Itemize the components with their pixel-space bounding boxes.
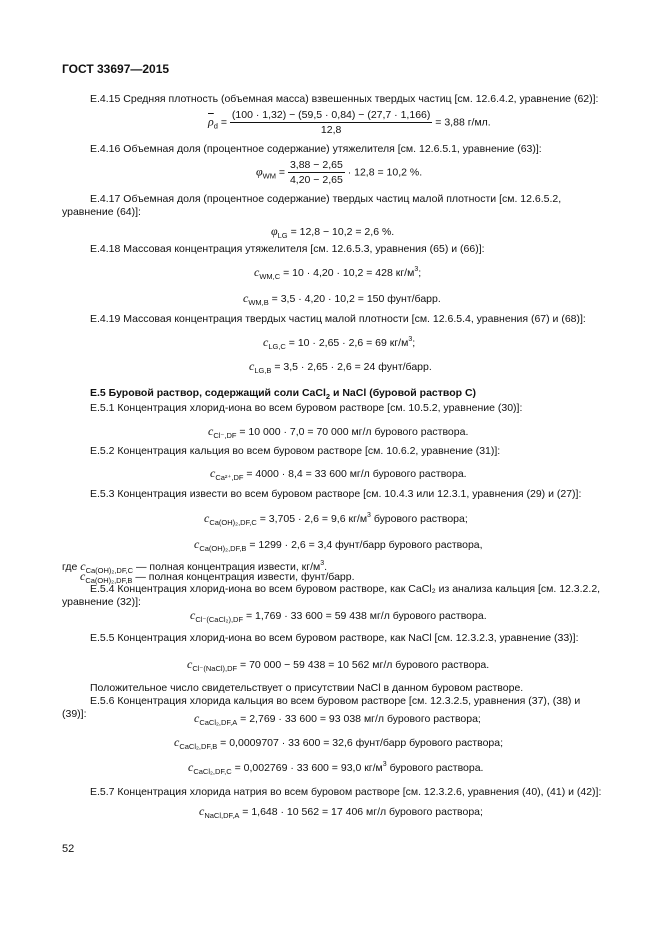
page-header: ГОСТ 33697—2015 bbox=[62, 62, 170, 76]
paragraph-e5-4: Е.5.4 Концентрация хлорид-иона во всем буровом растворе, как CaCl₂ из анализа кальция [см. 12.3.2.2, уравнение (32)]: bbox=[62, 583, 601, 608]
formula-e5-4: $c_{Cl^-(CaCl_2),DF} = 1,769 \cdot 33$ 600 = 59 438 мг/л бурового раствора. bbox=[190, 608, 487, 624]
formula-e5-7: $c_{NaCl,DF,A} = 1,648 \cdot 10$ 562 = 17 406 мг/л бурового раствора; bbox=[199, 804, 483, 820]
paragraph-e4-18: Е.4.18 Массовая концентрация утяжелителя [см. 12.6.5.3, уравнения (65) и (66)]: bbox=[90, 243, 485, 255]
paragraph-e5-1: Е.5.1 Концентрация хлорид-иона во всем буровом растворе [см. 10.5.2, уравнение (30)]: bbox=[90, 402, 523, 414]
paragraph-e5-7: Е.5.7 Концентрация хлорида натрия во всем буровом растворе [см. 12.3.2.6, уравнения (40), (41) и (42)]: bbox=[90, 786, 602, 798]
formula-e5-1: $c_{Cl^-,DF} = 10$ 000 · 7,0 = 70 000 мг/л бурового раствора. bbox=[208, 424, 469, 440]
formula-e4-15: $\overline{\rho}_d$ = $\frac{(100 \cdot 1,32) - (59,5 \cdot 0,84) - (27,7 \cdot 1,166)}{12,8}$ = 3,88 г/мл. bbox=[208, 109, 491, 136]
formula-e5-6b: $c_{CaCl_2,DF,B} = 0,0009707 \cdot 33$ 600 = 32,6 фунт/барр бурового раствора; bbox=[174, 735, 504, 751]
paragraph-e5-3: Е.5.3 Концентрация извести во всем буровом растворе [см. 10.4.3 или 12.3.1, уравнения (29) и (27)]: bbox=[90, 488, 582, 500]
formula-e4-19a: $c_{LG,C} = 10 \cdot 2,65 \cdot 2,6 = 69$ $кг/м^3$; bbox=[263, 335, 416, 351]
formula-e5-3a: $c_{Ca(OH)_2,DF,C} = 3,705 \cdot 2,6 = 9,6$ $кг/м^3$ бурового раствора; bbox=[204, 511, 468, 527]
formula-e5-6a: $c_{CaCl_2,DF,A} = 2,769 \cdot 33$ 600 = 93 038 мг/л бурового раствора; bbox=[194, 711, 481, 727]
formula-e5-6c: $c_{CaCl_2,DF,C} = 0,002769 \cdot 33$ 600 = 93,0 $кг/м^3$ бурового раствора. bbox=[188, 760, 484, 776]
paragraph-e5-2: Е.5.2 Концентрация кальция во всем буровом растворе [см. 10.6.2, уравнение (31)]: bbox=[90, 445, 501, 457]
formula-e5-3b: $c_{Ca(OH)_2,DF,B} = 1299 \cdot 2,6 = 3,4$ фунт/барр бурового раствора, bbox=[194, 537, 483, 553]
page-number: 52 bbox=[62, 843, 75, 855]
formula-e4-18b: $c_{WM,B} = 3,5 \cdot 4,20 \cdot 10,2 = 150$ фунт/барр. bbox=[243, 291, 441, 307]
formula-e5-5: $c_{Cl^-(NaCl),DF} = 70$ 000 − 59 438 = 10 562 мг/л бурового раствора. bbox=[187, 657, 490, 673]
formula-e4-18a: $c_{WM,C} = 10 \cdot 4,20 \cdot 10,2 = 428$ $кг/м^3$; bbox=[254, 265, 422, 281]
paragraph-e4-19: Е.4.19 Массовая концентрация твердых частиц малой плотности [см. 12.6.5.4, уравнения (67) и (68)]: bbox=[90, 313, 586, 325]
formula-e4-16: $\varphi_{WM}$ = $\frac{3,88 - 2,65}{4,20 - 2,65}$ · 12,8 = 10,2 %. bbox=[256, 159, 423, 186]
paragraph-e4-16: Е.4.16 Объемная доля (процентное содержание) утяжелителя [см. 12.6.5.1, уравнение (63)]: bbox=[90, 143, 542, 155]
paragraph-positive: Положительное число свидетельствует о присутствии NaCl в данном буровом растворе. bbox=[90, 682, 524, 694]
where-line-2: $c_{Ca(OH)_2,DF,B}$ — полная концентрация извести, фунт/барр. bbox=[80, 569, 355, 585]
formula-e4-17: $\varphi_{LG} = 12,8 - 10,2 = 2,6$ %. bbox=[271, 224, 395, 240]
formula-e5-2: $c_{Ca^{2+},DF} = 4000 \cdot 8,4 = 33$ 600 мг/л бурового раствора. bbox=[210, 466, 467, 482]
section-heading-e5: Е.5 Буровой раствор, содержащий соли CaCl$_2$ и NaCl (буровой раствор С) bbox=[90, 387, 477, 401]
formula-e4-19b: $c_{LG,B} = 3,5 \cdot 2,65 \cdot 2,6 = 24$ фунт/барр. bbox=[249, 359, 432, 375]
where-line-1: где $c_{Ca(OH)_2,DF,C}$ — полная концентрация извести, $кг/м^3$. bbox=[62, 559, 328, 575]
paragraph-e5-5: Е.5.5 Концентрация хлорид-иона во всем буровом растворе, как NaCl [см. 12.3.2.3, уравнение (33)]: bbox=[90, 632, 579, 644]
paragraph-e4-15: Е.4.15 Средняя плотность (объемная масса) взвешенных твердых частиц [см. 12.6.4.2, уравнение (62)]: bbox=[90, 93, 599, 105]
paragraph-e4-17: Е.4.17 Объемная доля (процентное содержание) твердых частиц малой плотности [см. 12.6.5.2, уравнение (64)]: bbox=[62, 193, 562, 218]
paragraph-e5-6: Е.5.6 Концентрация хлорида кальция во всем буровом растворе [см. 12.3.2.5, уравнения (37), (38) и (39)]: bbox=[62, 695, 581, 720]
